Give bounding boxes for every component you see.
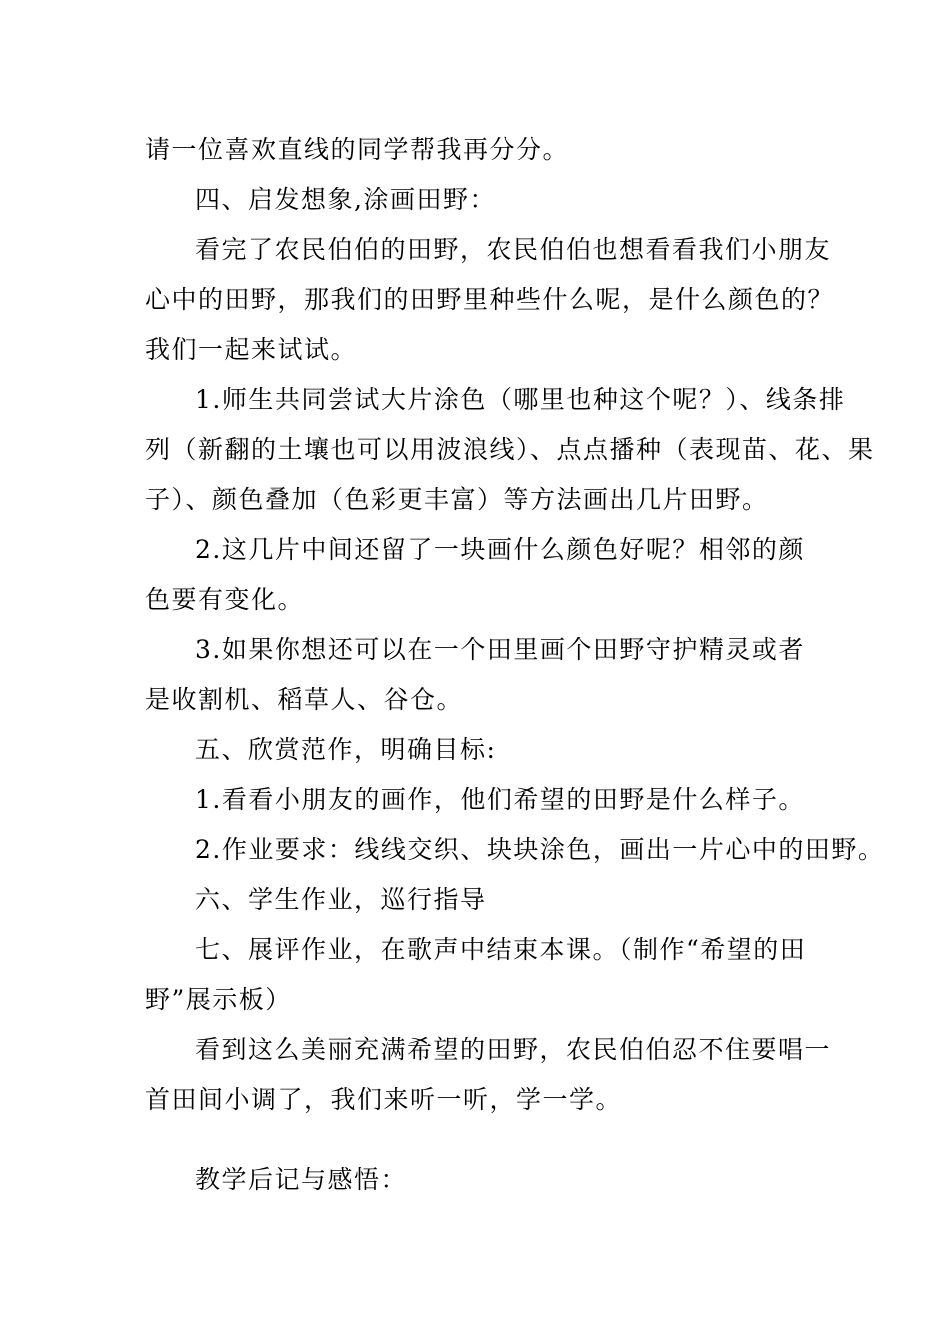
text-line: 色要有变化。: [145, 585, 305, 614]
text-line: 看到这么美丽充满希望的田野，农民伯伯忍不住要唱一: [195, 1035, 832, 1064]
section-heading-four: 四、启发想象,涂画田野：: [195, 185, 496, 214]
reflection-heading: 教学后记与感悟：: [195, 1165, 408, 1194]
section-heading-five: 五、欣赏范作，明确目标:: [195, 735, 497, 764]
list-item-1: 1.师生共同尝试大片涂色（哪里也种这个呢？）、线条排: [195, 385, 846, 414]
section-heading-six: 六、学生作业，巡行指导: [195, 885, 487, 914]
text-line: 看完了农民伯伯的田野，农民伯伯也想看看我们小朋友: [195, 235, 832, 264]
list-item-2: 2.作业要求：线线交织、块块涂色，画出一片心中的田野。: [195, 835, 885, 864]
list-item-1: 1.看看小朋友的画作，他们希望的田野是什么样子。: [195, 785, 805, 814]
text-line: 野”展示板）: [145, 985, 292, 1014]
section-heading-seven: 七、展评作业，在歌声中结束本课。（制作“希望的田: [195, 935, 807, 964]
text-line: 子）、颜色叠加（色彩更丰富）等方法画出几片田野。: [145, 485, 769, 514]
list-item-2: 2.这几片中间还留了一块画什么颜色好呢？相邻的颜: [195, 535, 805, 564]
list-item-3: 3.如果你想还可以在一个田里画个田野守护精灵或者: [195, 635, 805, 664]
text-line: 心中的田野，那我们的田野里种些什么呢，是什么颜色的？: [145, 285, 835, 314]
text-line: 是收割机、稻草人、谷仓。: [145, 685, 464, 714]
text-line: 首田间小调了，我们来听一听，学一学。: [145, 1085, 623, 1114]
text-line: 请一位喜欢直线的同学帮我再分分。: [145, 135, 570, 164]
text-line: 我们一起来试试。: [145, 335, 358, 364]
text-line: 列（新翻的土壤也可以用波浪线）、点点播种（表现苗、花、果: [145, 435, 875, 464]
